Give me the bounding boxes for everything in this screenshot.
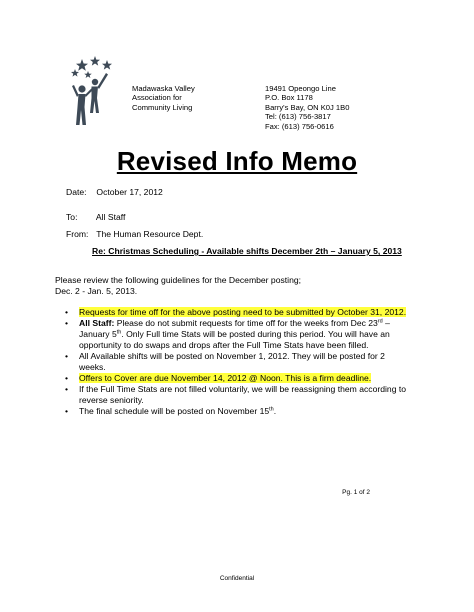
list-item bbox=[64, 307, 414, 318]
confidential-footer: Confidential bbox=[219, 575, 255, 582]
page-number: Pg. 1 of 2 bbox=[342, 489, 370, 496]
address-line: P.O. Box 1178 bbox=[265, 93, 313, 103]
list-item bbox=[64, 384, 414, 406]
from-label: From: bbox=[66, 229, 89, 239]
address-line: Tel: (613) 756-3817 bbox=[265, 112, 331, 122]
highlighted-text: Requests for time off for the above posting need to be submitted by October 31, 2012. bbox=[79, 307, 407, 317]
bullet-icon: • bbox=[65, 307, 69, 317]
bold-label: All Staff: bbox=[79, 318, 115, 328]
intro-line: Please review the following guidelines for the December posting; bbox=[55, 275, 302, 285]
address-line: 19491 Opeongo Line bbox=[265, 84, 336, 93]
list-text: . bbox=[273, 406, 277, 416]
to-row bbox=[66, 212, 125, 223]
list-item bbox=[64, 373, 414, 384]
organization-line: Community Living bbox=[132, 102, 193, 112]
superscript: th bbox=[116, 329, 122, 336]
intro-paragraph bbox=[55, 275, 435, 297]
address-line: Fax: (613) 756-0616 bbox=[265, 121, 334, 131]
bullet-icon: • bbox=[65, 373, 69, 383]
organization-logo bbox=[68, 55, 116, 127]
memo-title: Revised Info Memo bbox=[116, 146, 358, 176]
list-item bbox=[64, 318, 414, 351]
bullet-icon: • bbox=[65, 406, 69, 416]
list-text: Please do not submit requests for time off for the weeks from Dec 23 bbox=[116, 318, 378, 328]
to-label: To: bbox=[66, 212, 78, 222]
highlighted-text: Offers to Cover are due November 14, 2012 @ Noon. This is a firm deadline. bbox=[79, 373, 372, 383]
intro-line: Dec. 2 - Jan. 5, 2013. bbox=[55, 286, 138, 296]
date-row bbox=[66, 187, 163, 198]
to-value: All Staff bbox=[95, 212, 126, 222]
date-label: Date: bbox=[66, 187, 87, 197]
organization-line: Association for bbox=[132, 93, 182, 103]
list-item bbox=[64, 406, 414, 417]
bullet-icon: • bbox=[65, 318, 69, 328]
bullet-icon: • bbox=[65, 351, 69, 361]
superscript: rd bbox=[377, 318, 383, 325]
date-value: October 17, 2012 bbox=[96, 187, 163, 197]
list-item bbox=[64, 351, 414, 373]
list-text: The final schedule will be posted on November 15 bbox=[79, 406, 270, 416]
list-text: – January 5 bbox=[79, 318, 390, 339]
subject-line: Re: Christmas Scheduling - Available shifts December 2th – January 5, 2013 bbox=[92, 246, 402, 256]
bullet-icon: • bbox=[65, 384, 69, 394]
list-text: All Available shifts will be posted on November 1, 2012. They will be posted for 2 weeks. bbox=[79, 351, 385, 372]
address-line: Barry's Bay, ON K0J 1B0 bbox=[265, 102, 350, 112]
organization-line: Madawaska Valley bbox=[132, 84, 195, 93]
address-block bbox=[265, 84, 349, 131]
organization-name bbox=[132, 84, 195, 112]
from-row bbox=[66, 229, 203, 240]
list-text: If the Full Time Stats are not filled voluntarily, we will be reassigning them according to reverse seniority. bbox=[79, 384, 407, 405]
from-value: The Human Resource Dept. bbox=[96, 229, 204, 239]
superscript: th bbox=[269, 406, 274, 413]
list-text: . Only Full time Stats will be posted during this period. You will have an opportunity to do swaps and drops after the Full Time Stats have been filled. bbox=[79, 329, 390, 350]
guidelines-list bbox=[64, 307, 414, 417]
